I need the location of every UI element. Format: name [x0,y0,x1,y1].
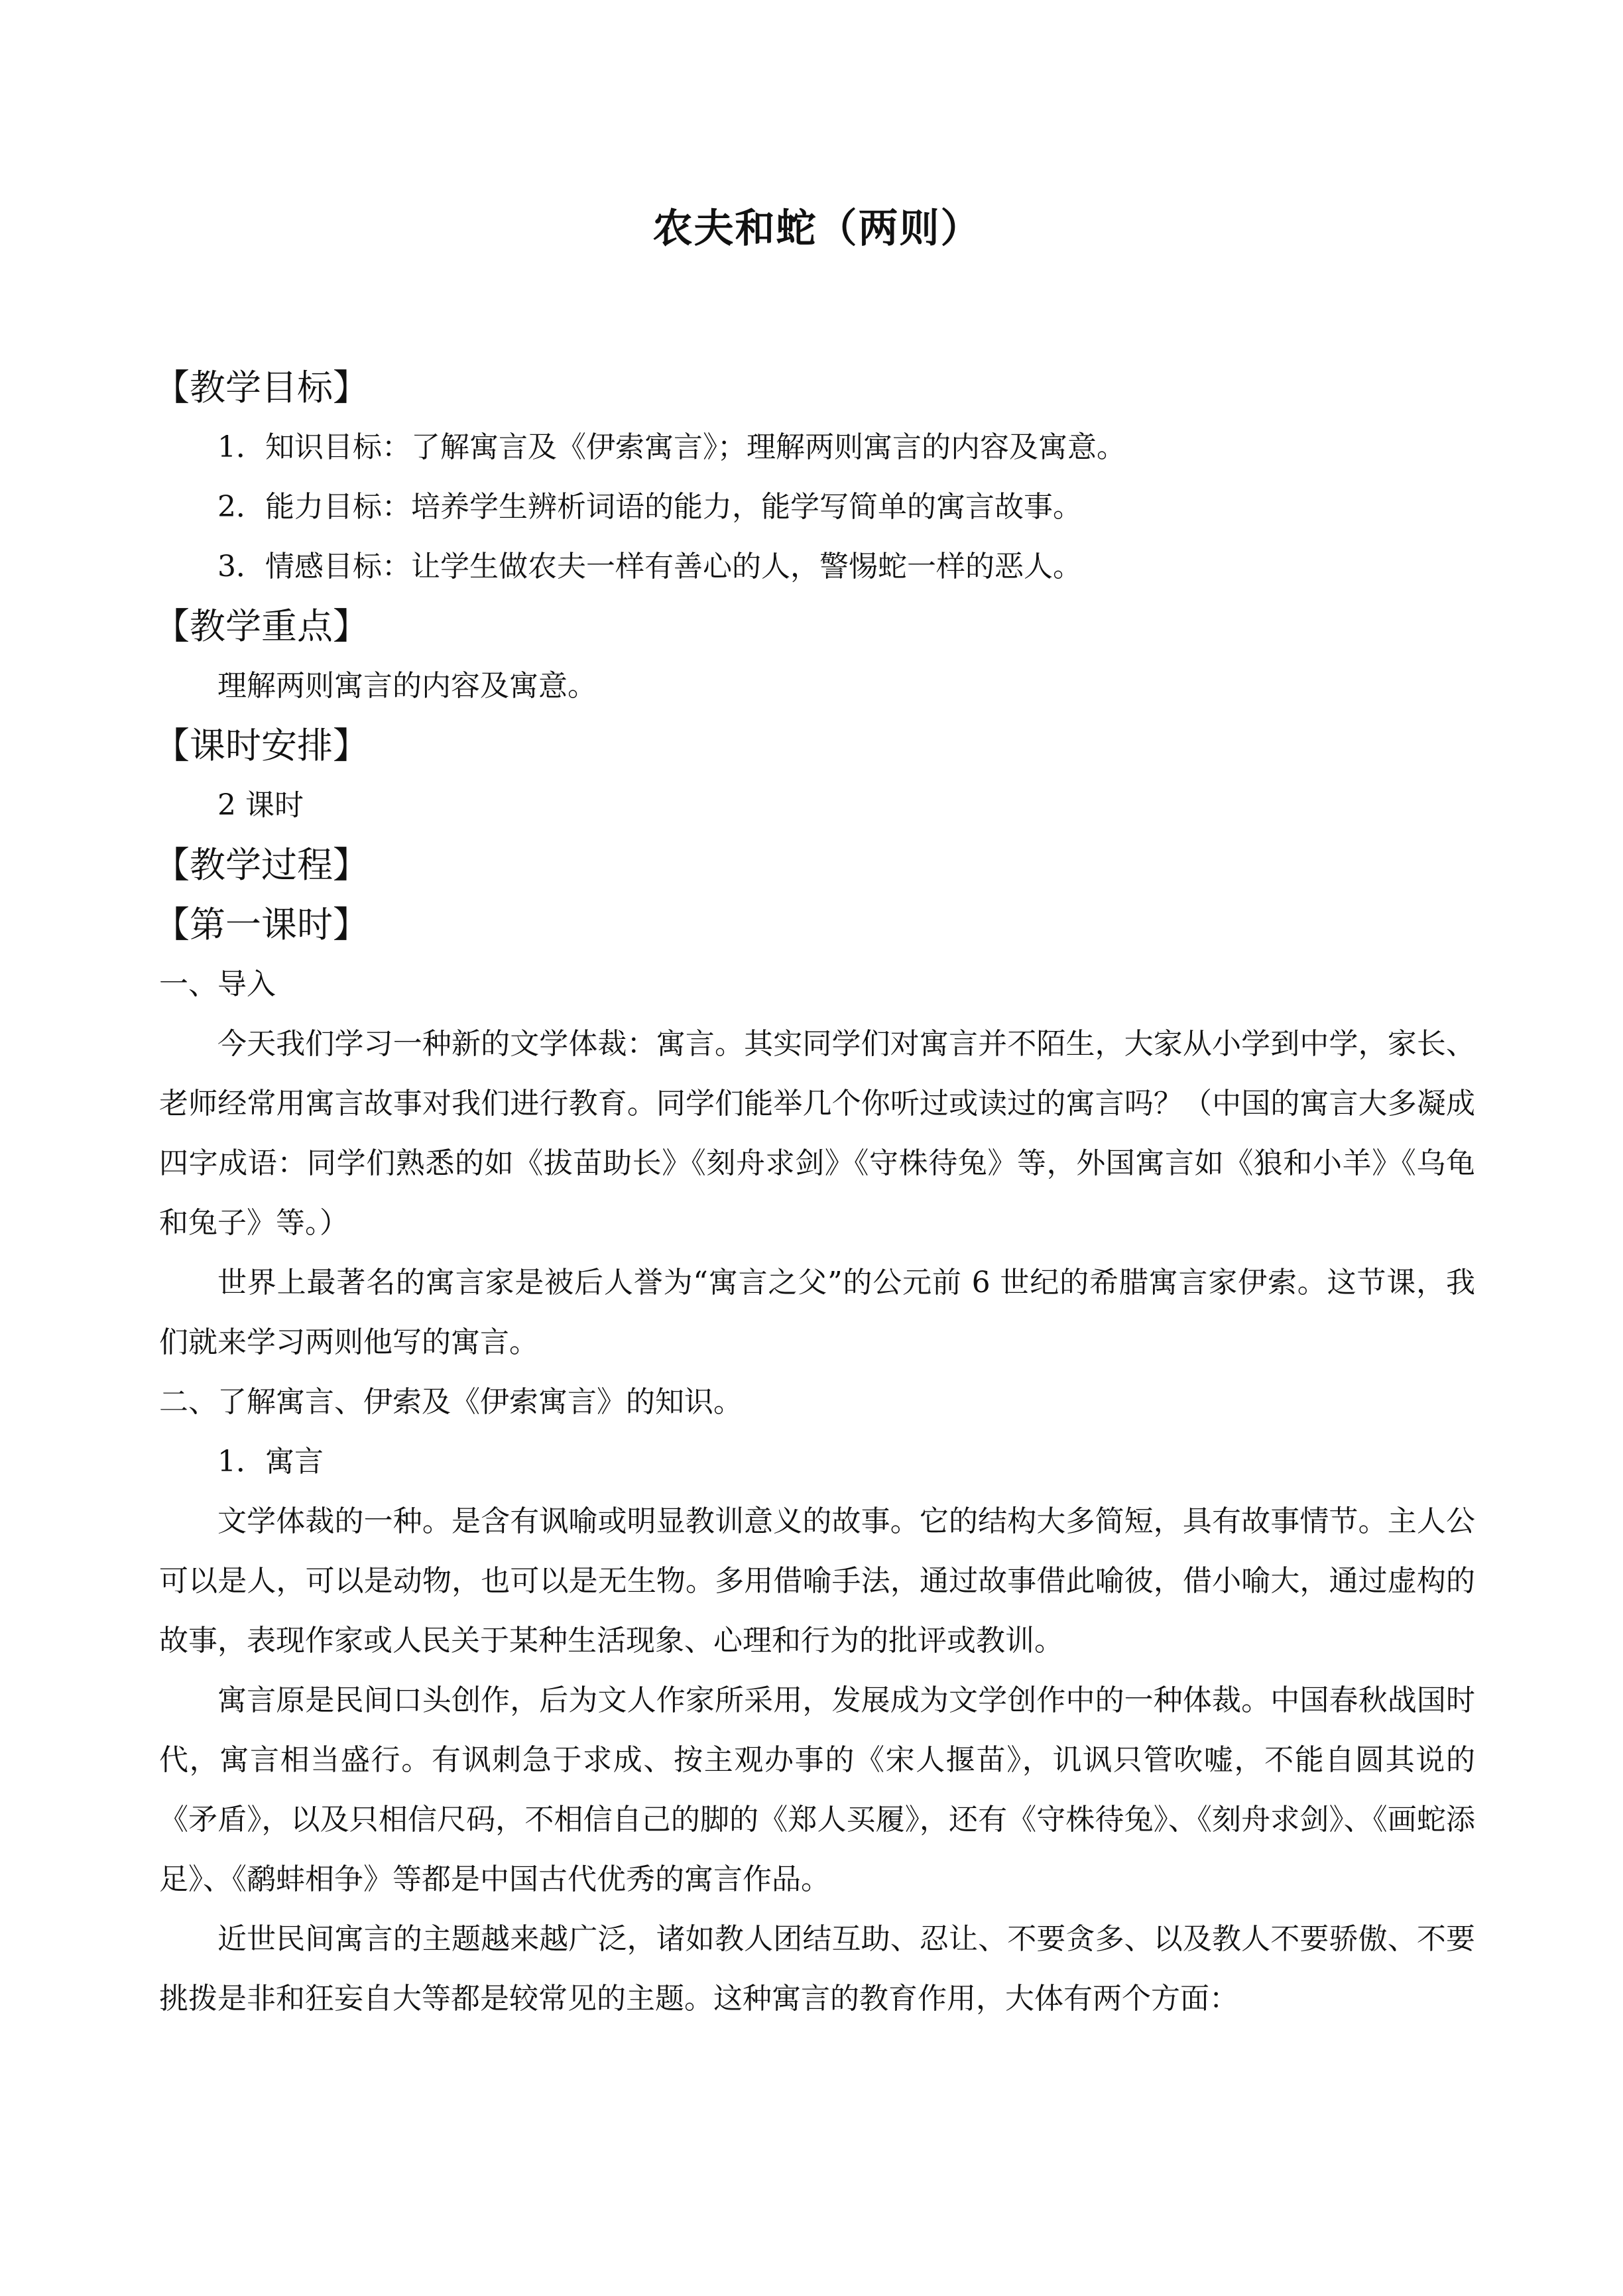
part2-heading: 二、了解寓言、伊索及《伊索寓言》的知识。 [159,1385,743,1419]
sub1-heading: 1．寓言 [217,1445,324,1479]
page-title: 农夫和蛇（两则） [652,206,982,252]
keypoints-text: 理解两则寓言的内容及寓意。 [217,669,597,703]
fable-paragraph: 文学体裁的一种。是含有讽喻或明显教训意义的故事。它的结构大多简短，具有故事情节。主人公可以是人，可以是动物，也可以是无生物。多用借喻手法，通过故事借此喻彼，借小喻大，通过虚构的故事，表现作家或人民关于某种生活现象、心理和行为的批评或教训。 [159,1504,1475,1658]
lesson1-heading: 【第一课时】 [154,904,369,945]
objective-item: 3．情感目标：让学生做农夫一样有善心的人，警惕蛇一样的恶人。 [217,550,1082,583]
objectives-heading: 【教学目标】 [154,367,369,408]
schedule-heading: 【课时安排】 [154,725,369,766]
fable-paragraph: 近世民间寓言的主题越来越广泛，诸如教人团结互助、忍让、不要贪多、以及教人不要骄傲、不要挑拨是非和狂妄自大等都是较常见的主题。这种寓言的教育作用，大体有两个方面： [159,1922,1475,2016]
keypoints-heading: 【教学重点】 [154,605,369,647]
part1-heading: 一、导入 [159,967,276,1001]
document-page [154,199,1475,2029]
objective-item: 1．知识目标：了解寓言及《伊索寓言》；理解两则寓言的内容及寓意。 [217,430,1126,464]
schedule-text: 2 课时 [217,788,304,822]
intro-paragraph: 今天我们学习一种新的文学体裁：寓言。其实同学们对寓言并不陌生，大家从小学到中学，家长、老师经常用寓言故事对我们进行教育。同学们能举几个你听过或读过的寓言吗？（中国的寓言大多凝成四字成语：同学们熟悉的如《拔苗助长》《刻舟求剑》《守株待兔》等，外国寓言如《狼和小羊》《乌龟和兔子》等。） [159,1027,1475,1240]
objective-item: 2．能力目标：培养学生辨析词语的能力，能学写简单的寓言故事。 [217,490,1082,524]
intro-paragraph: 世界上最著名的寓言家是被后人誉为“寓言之父”的公元前 6 世纪的希腊寓言家伊索。这节课，我们就来学习两则他写的寓言。 [159,1266,1475,1359]
process-heading: 【教学过程】 [154,844,369,886]
fable-paragraph: 寓言原是民间口头创作，后为文人作家所采用，发展成为文学创作中的一种体裁。中国春秋战国时代，寓言相当盛行。有讽刺急于求成、按主观办事的《宋人揠苗》，讥讽只管吹嘘，不能自圆其说的《矛盾》，以及只相信尺码，不相信自己的脚的《郑人买履》，还有《守株待兔》、《刻舟求剑》、《画蛇添足》、《鹬蚌相争》等都是中国古代优秀的寓言作品。 [159,1683,1475,1896]
